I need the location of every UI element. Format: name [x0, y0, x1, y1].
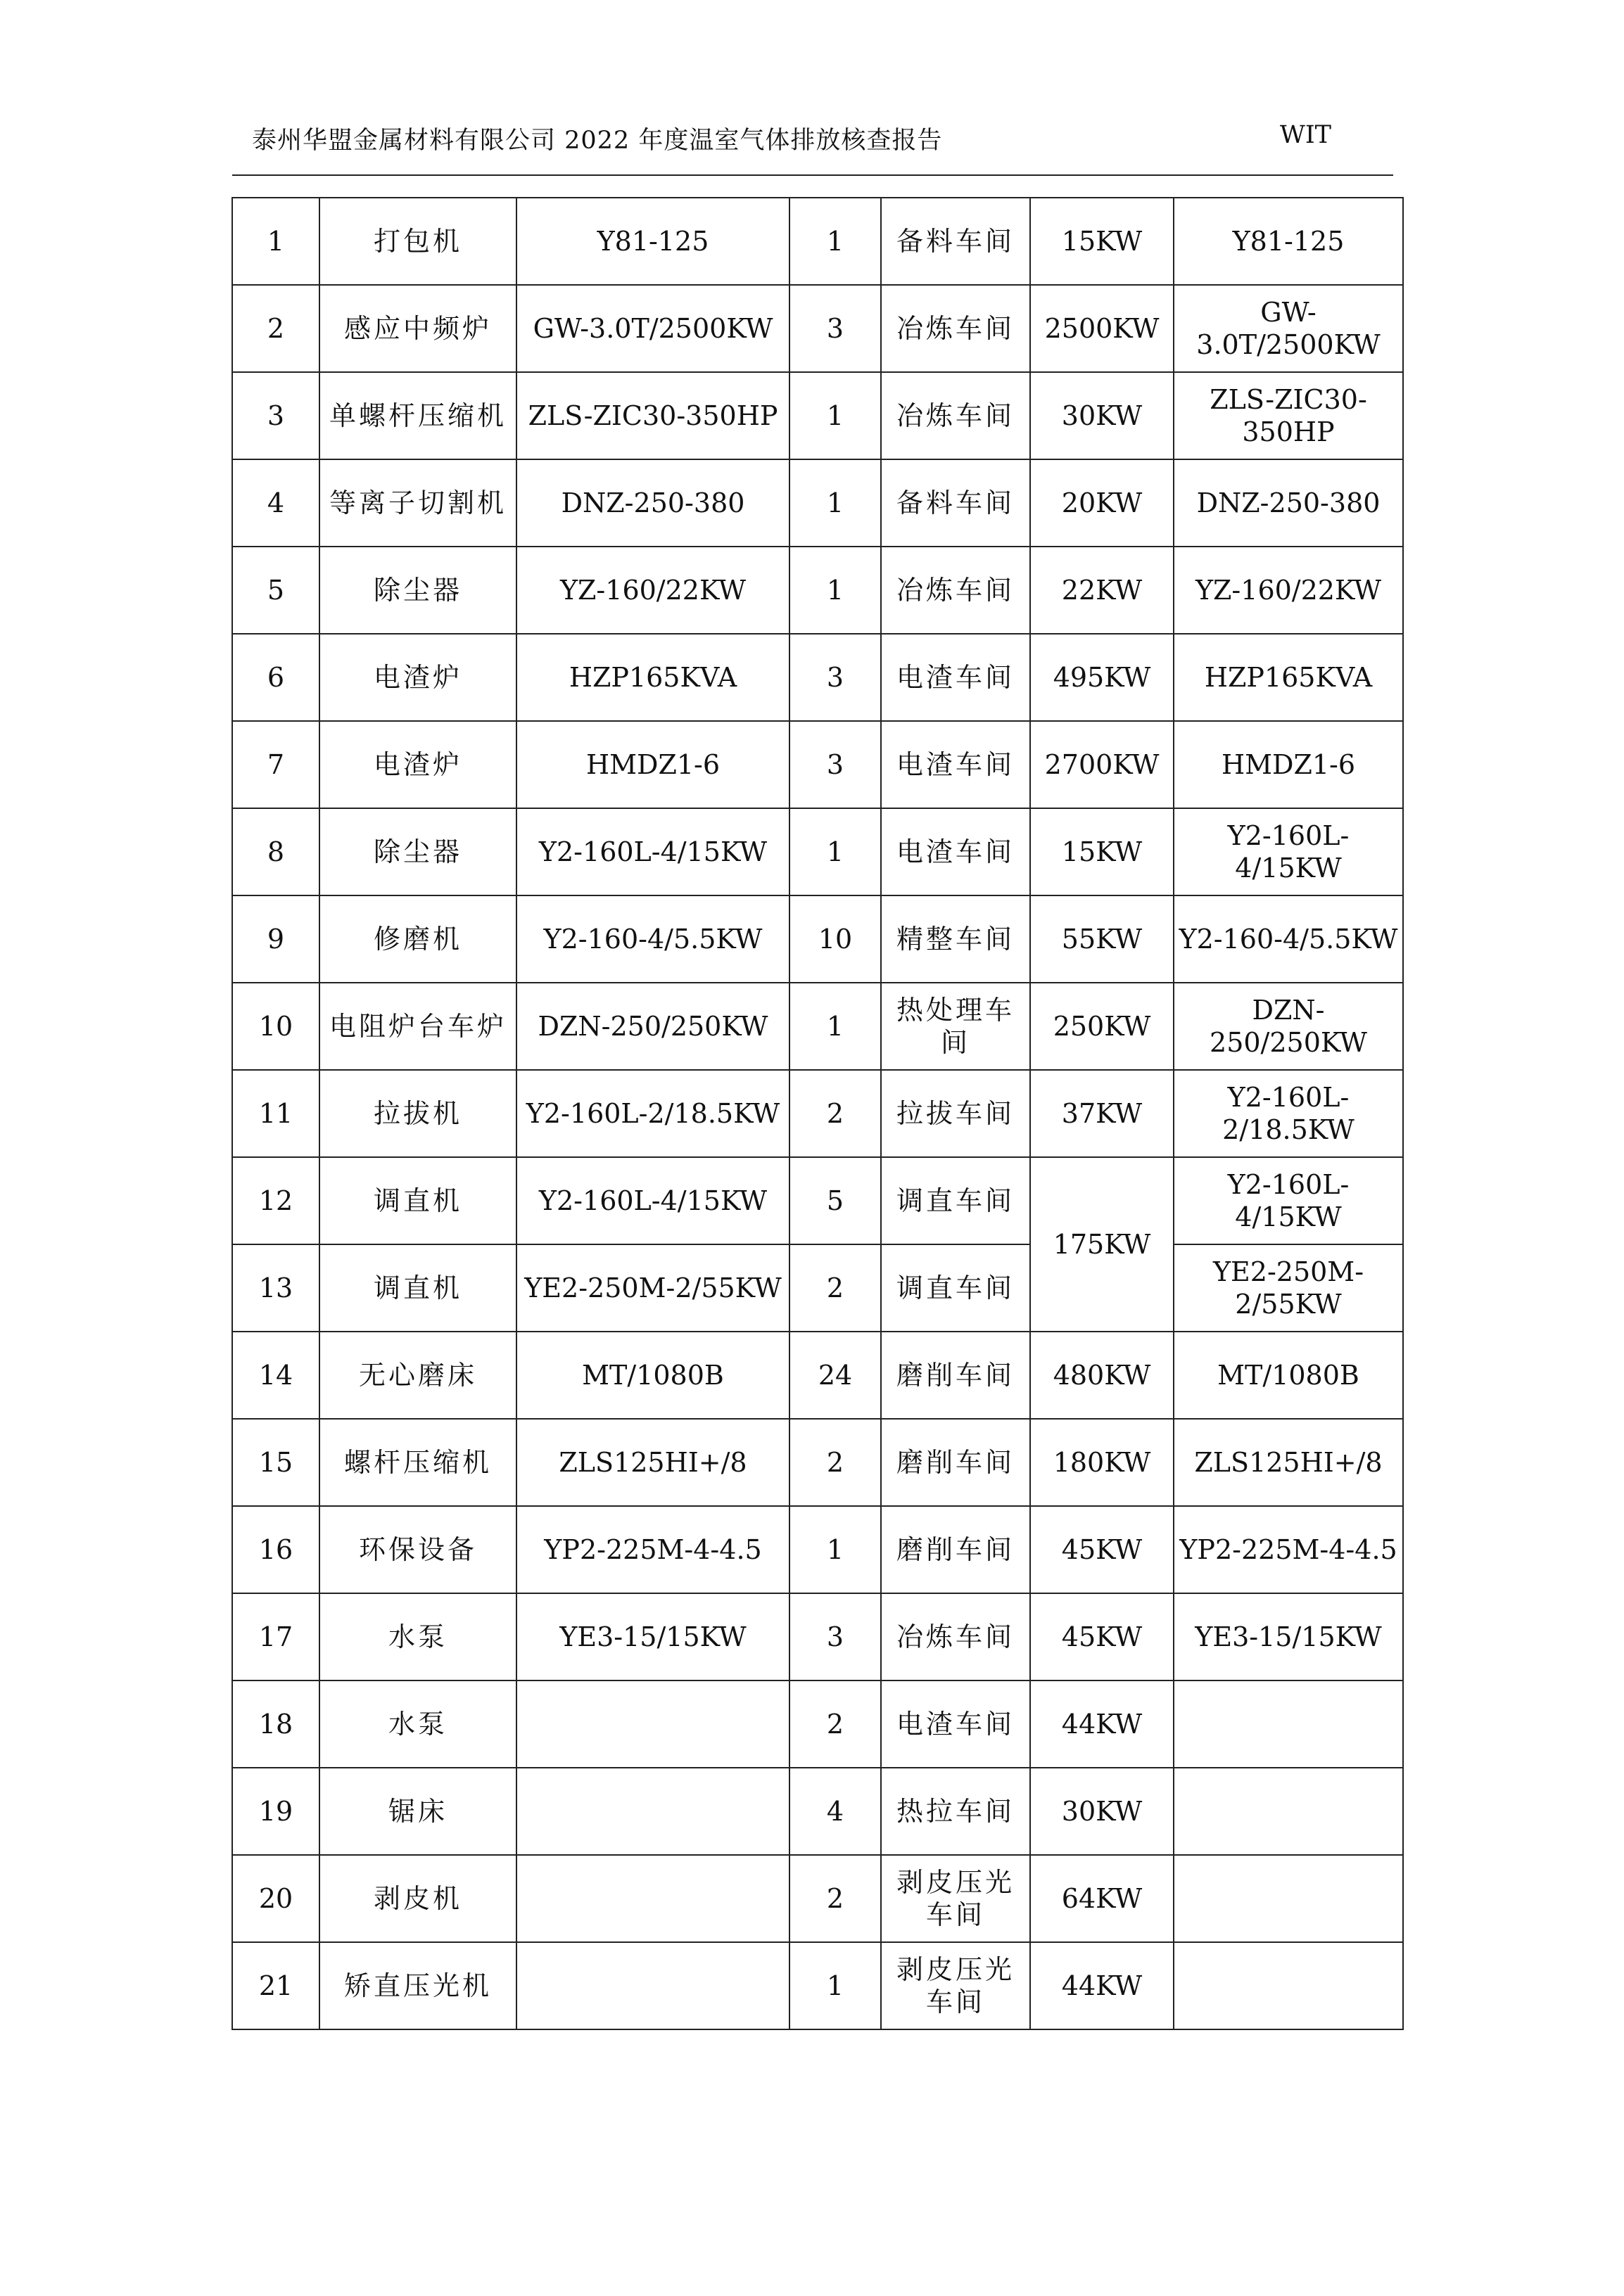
model-spec-2-cell: YZ-160/22KW — [1174, 547, 1403, 634]
row-number-cell: 18 — [232, 1680, 319, 1768]
equipment-name-cell: 除尘器 — [319, 547, 516, 634]
row-number-cell: 17 — [232, 1593, 319, 1680]
quantity-cell: 1 — [789, 459, 881, 547]
workshop-cell: 冶炼车间 — [881, 547, 1030, 634]
workshop-cell: 拉拔车间 — [881, 1070, 1030, 1157]
power-cell: 37KW — [1030, 1070, 1174, 1157]
workshop-cell: 热拉车间 — [881, 1768, 1030, 1855]
row-number-cell: 21 — [232, 1942, 319, 2029]
equipment-name-cell: 无心磨床 — [319, 1332, 516, 1419]
table-row — [232, 1768, 1403, 1855]
power-cell: 44KW — [1030, 1942, 1174, 2029]
row-number-cell: 3 — [232, 372, 319, 459]
model-spec-cell: ZLS-ZIC30-350HP — [516, 372, 789, 459]
model-spec-2-cell — [1174, 1768, 1403, 1855]
model-spec-cell: GW-3.0T/2500KW — [516, 285, 789, 372]
row-number-cell: 1 — [232, 198, 319, 285]
table-row — [232, 1070, 1403, 1157]
table-row — [232, 1244, 1403, 1332]
workshop-cell: 电渣车间 — [881, 1680, 1030, 1768]
equipment-name-cell: 螺杆压缩机 — [319, 1419, 516, 1506]
row-number-cell: 11 — [232, 1070, 319, 1157]
equipment-name-cell: 环保设备 — [319, 1506, 516, 1593]
table-row — [232, 1942, 1403, 2029]
row-number-cell: 19 — [232, 1768, 319, 1855]
table-row — [232, 547, 1403, 634]
model-spec-2-cell: Y2-160-4/5.5KW — [1174, 895, 1403, 983]
row-number-cell: 10 — [232, 983, 319, 1070]
workshop-cell: 冶炼车间 — [881, 285, 1030, 372]
equipment-name-cell: 单螺杆压缩机 — [319, 372, 516, 459]
model-spec-2-cell: DZN-250/250KW — [1174, 983, 1403, 1070]
model-spec-cell: HZP165KVA — [516, 634, 789, 721]
workshop-cell: 电渣车间 — [881, 808, 1030, 895]
power-cell: 30KW — [1030, 372, 1174, 459]
model-spec-2-cell: HZP165KVA — [1174, 634, 1403, 721]
equipment-name-cell: 感应中频炉 — [319, 285, 516, 372]
workshop-cell: 磨削车间 — [881, 1332, 1030, 1419]
workshop-cell: 调直车间 — [881, 1244, 1030, 1332]
model-spec-cell: YZ-160/22KW — [516, 547, 789, 634]
row-number-cell: 9 — [232, 895, 319, 983]
row-number-cell: 12 — [232, 1157, 319, 1244]
model-spec-cell: MT/1080B — [516, 1332, 789, 1419]
model-spec-2-cell — [1174, 1680, 1403, 1768]
workshop-cell: 电渣车间 — [881, 721, 1030, 808]
quantity-cell: 1 — [789, 547, 881, 634]
model-spec-cell: ZLS125HI+/8 — [516, 1419, 789, 1506]
page-header — [232, 121, 1393, 160]
workshop-cell: 备料车间 — [881, 459, 1030, 547]
row-number-cell: 2 — [232, 285, 319, 372]
model-spec-2-cell: Y2-160L-4/15KW — [1174, 808, 1403, 895]
workshop-cell: 精整车间 — [881, 895, 1030, 983]
row-number-cell: 20 — [232, 1855, 319, 1942]
power-cell: 55KW — [1030, 895, 1174, 983]
equipment-name-cell: 电渣炉 — [319, 721, 516, 808]
power-cell: 15KW — [1030, 198, 1174, 285]
table-row — [232, 372, 1403, 459]
model-spec-cell: YE3-15/15KW — [516, 1593, 789, 1680]
table-row — [232, 1680, 1403, 1768]
table-row — [232, 808, 1403, 895]
quantity-cell: 1 — [789, 1942, 881, 2029]
table-row — [232, 1593, 1403, 1680]
equipment-name-cell: 调直机 — [319, 1244, 516, 1332]
header-divider — [232, 174, 1393, 176]
power-cell: 2500KW — [1030, 285, 1174, 372]
equipment-name-cell: 修磨机 — [319, 895, 516, 983]
row-number-cell: 15 — [232, 1419, 319, 1506]
table-row — [232, 721, 1403, 808]
equipment-name-cell: 除尘器 — [319, 808, 516, 895]
row-number-cell: 14 — [232, 1332, 319, 1419]
quantity-cell: 1 — [789, 808, 881, 895]
model-spec-2-cell: Y81-125 — [1174, 198, 1403, 285]
quantity-cell: 3 — [789, 634, 881, 721]
table-row — [232, 459, 1403, 547]
workshop-cell: 热处理车间 — [881, 983, 1030, 1070]
power-cell: 250KW — [1030, 983, 1174, 1070]
report-title: 泰州华盟金属材料有限公司 2022 年度温室气体排放核查报告 — [252, 127, 943, 155]
model-spec-2-cell: YP2-225M-4-4.5 — [1174, 1506, 1403, 1593]
model-spec-cell: Y81-125 — [516, 198, 789, 285]
power-cell: 495KW — [1030, 634, 1174, 721]
equipment-table — [231, 197, 1404, 2030]
quantity-cell: 10 — [789, 895, 881, 983]
table-row — [232, 983, 1403, 1070]
quantity-cell: 2 — [789, 1244, 881, 1332]
model-spec-cell: Y2-160-4/5.5KW — [516, 895, 789, 983]
row-number-cell: 5 — [232, 547, 319, 634]
workshop-cell: 磨削车间 — [881, 1506, 1030, 1593]
model-spec-2-cell: HMDZ1-6 — [1174, 721, 1403, 808]
model-spec-2-cell — [1174, 1855, 1403, 1942]
model-spec-2-cell: Y2-160L-2/18.5KW — [1174, 1070, 1403, 1157]
power-cell: 22KW — [1030, 547, 1174, 634]
quantity-cell: 2 — [789, 1070, 881, 1157]
quantity-cell: 24 — [789, 1332, 881, 1419]
quantity-cell: 1 — [789, 198, 881, 285]
power-cell: 180KW — [1030, 1419, 1174, 1506]
row-number-cell: 7 — [232, 721, 319, 808]
equipment-name-cell: 水泵 — [319, 1593, 516, 1680]
quantity-cell: 3 — [789, 285, 881, 372]
model-spec-cell: Y2-160L-2/18.5KW — [516, 1070, 789, 1157]
power-cell: 480KW — [1030, 1332, 1174, 1419]
workshop-cell: 磨削车间 — [881, 1419, 1030, 1506]
table-row — [232, 285, 1403, 372]
quantity-cell: 2 — [789, 1855, 881, 1942]
quantity-cell: 1 — [789, 372, 881, 459]
model-spec-cell: YP2-225M-4-4.5 — [516, 1506, 789, 1593]
power-cell: 2700KW — [1030, 721, 1174, 808]
model-spec-cell: YE2-250M-2/55KW — [516, 1244, 789, 1332]
workshop-cell: 调直车间 — [881, 1157, 1030, 1244]
org-mark: WIT — [1279, 121, 1331, 149]
power-cell: 15KW — [1030, 808, 1174, 895]
table-row — [232, 1157, 1403, 1244]
model-spec-cell — [516, 1680, 789, 1768]
workshop-cell: 剥皮压光车间 — [881, 1942, 1030, 2029]
power-cell: 20KW — [1030, 459, 1174, 547]
row-number-cell: 13 — [232, 1244, 319, 1332]
power-cell: 45KW — [1030, 1506, 1174, 1593]
workshop-cell: 备料车间 — [881, 198, 1030, 285]
model-spec-2-cell: ZLS125HI+/8 — [1174, 1419, 1403, 1506]
model-spec-2-cell: GW-3.0T/2500KW — [1174, 285, 1403, 372]
quantity-cell: 2 — [789, 1680, 881, 1768]
model-spec-cell: Y2-160L-4/15KW — [516, 808, 789, 895]
power-cell: 64KW — [1030, 1855, 1174, 1942]
equipment-name-cell: 等离子切割机 — [319, 459, 516, 547]
equipment-name-cell: 锯床 — [319, 1768, 516, 1855]
equipment-name-cell: 打包机 — [319, 198, 516, 285]
power-cell: 45KW — [1030, 1593, 1174, 1680]
table-row — [232, 634, 1403, 721]
table-row — [232, 1855, 1403, 1942]
model-spec-2-cell: Y2-160L-4/15KW — [1174, 1157, 1403, 1244]
workshop-cell: 冶炼车间 — [881, 372, 1030, 459]
equipment-name-cell: 调直机 — [319, 1157, 516, 1244]
equipment-table-body — [232, 198, 1403, 2029]
model-spec-2-cell: DNZ-250-380 — [1174, 459, 1403, 547]
workshop-cell: 电渣车间 — [881, 634, 1030, 721]
table-row — [232, 1419, 1403, 1506]
model-spec-cell — [516, 1768, 789, 1855]
model-spec-cell — [516, 1942, 789, 2029]
table-row — [232, 895, 1403, 983]
quantity-cell: 5 — [789, 1157, 881, 1244]
model-spec-2-cell: MT/1080B — [1174, 1332, 1403, 1419]
table-row — [232, 1506, 1403, 1593]
workshop-cell: 剥皮压光车间 — [881, 1855, 1030, 1942]
model-spec-2-cell: YE2-250M-2/55KW — [1174, 1244, 1403, 1332]
model-spec-cell: DNZ-250-380 — [516, 459, 789, 547]
model-spec-cell: DZN-250/250KW — [516, 983, 789, 1070]
equipment-name-cell: 矫直压光机 — [319, 1942, 516, 2029]
power-cell: 175KW — [1030, 1157, 1174, 1332]
equipment-name-cell: 剥皮机 — [319, 1855, 516, 1942]
model-spec-2-cell: YE3-15/15KW — [1174, 1593, 1403, 1680]
equipment-name-cell: 拉拔机 — [319, 1070, 516, 1157]
model-spec-2-cell — [1174, 1942, 1403, 2029]
row-number-cell: 6 — [232, 634, 319, 721]
row-number-cell: 4 — [232, 459, 319, 547]
model-spec-cell: HMDZ1-6 — [516, 721, 789, 808]
quantity-cell: 2 — [789, 1419, 881, 1506]
quantity-cell: 3 — [789, 1593, 881, 1680]
model-spec-2-cell: ZLS-ZIC30-350HP — [1174, 372, 1403, 459]
quantity-cell: 1 — [789, 983, 881, 1070]
model-spec-cell: Y2-160L-4/15KW — [516, 1157, 789, 1244]
quantity-cell: 4 — [789, 1768, 881, 1855]
power-cell: 44KW — [1030, 1680, 1174, 1768]
equipment-name-cell: 水泵 — [319, 1680, 516, 1768]
equipment-name-cell: 电阻炉台车炉 — [319, 983, 516, 1070]
power-cell: 30KW — [1030, 1768, 1174, 1855]
row-number-cell: 16 — [232, 1506, 319, 1593]
workshop-cell: 冶炼车间 — [881, 1593, 1030, 1680]
quantity-cell: 3 — [789, 721, 881, 808]
row-number-cell: 8 — [232, 808, 319, 895]
quantity-cell: 1 — [789, 1506, 881, 1593]
model-spec-cell — [516, 1855, 789, 1942]
equipment-name-cell: 电渣炉 — [319, 634, 516, 721]
table-row — [232, 1332, 1403, 1419]
table-row — [232, 198, 1403, 285]
